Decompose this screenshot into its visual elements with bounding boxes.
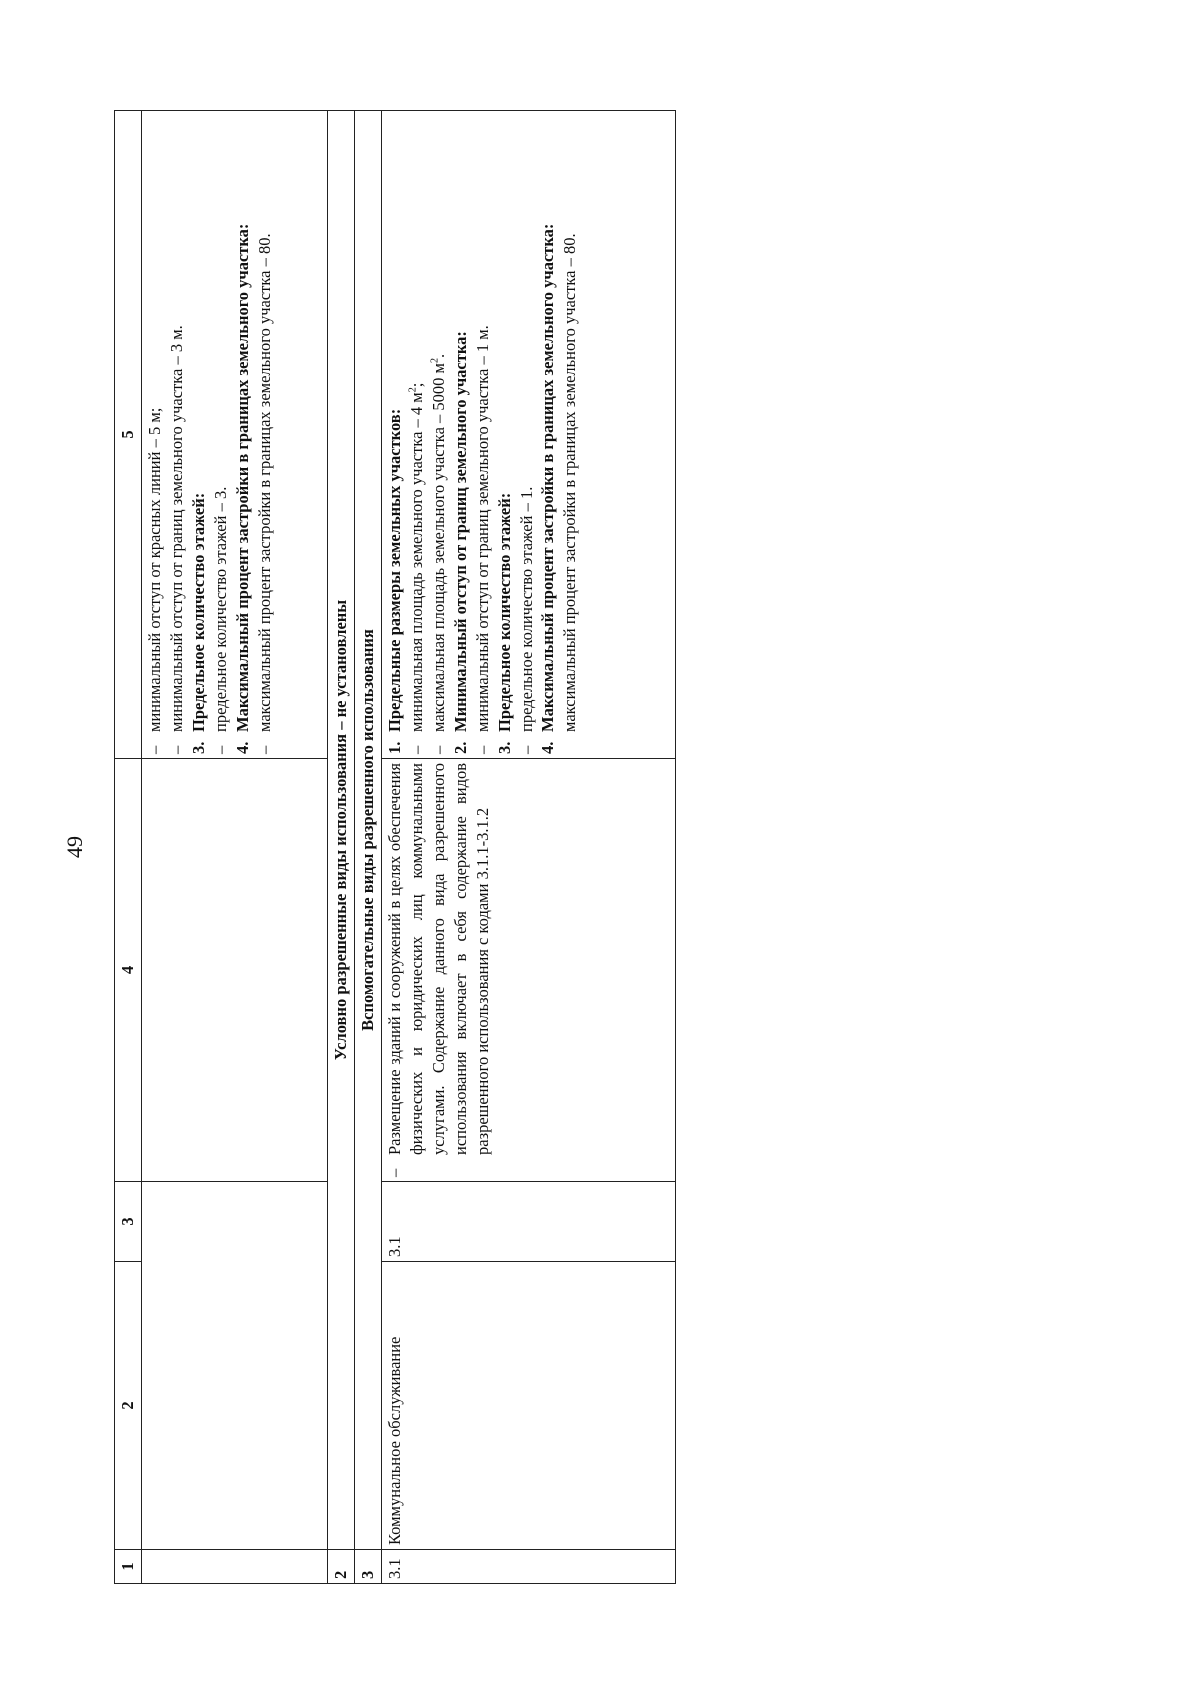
use-description: – Размещение зданий и сооружений в целях обеспечения физических и юридических лиц коммунальными услугами. Содержание данного вида разрешенного использования включает в себя содержание видов разрешенного использования с кодами 3.1.1-3.1.2 <box>381 759 675 1182</box>
use-name: Коммунальное обслуживание <box>381 1262 675 1550</box>
row-number: 3.1 <box>381 1550 675 1584</box>
rotated-table-container <box>114 111 676 1584</box>
list-item: – минимальный отступ от границ земельного участка – 3 м. <box>166 325 186 754</box>
list-heading: 2. Минимальный отступ от границ земельного участка: <box>450 331 470 754</box>
use-parameters <box>381 111 675 759</box>
list-heading: 4. Максимальный процент застройки в границах земельного участка: <box>538 223 558 754</box>
section-title: Условно разрешенные виды использования – не установлены <box>328 111 355 1550</box>
list-item: – минимальная площадь земельного участка – 4 $м^2$; <box>406 382 426 754</box>
list-item: – предельное количество этажей – 1. <box>516 486 536 754</box>
description-text: Размещение зданий и сооружений в целях обеспечения физических и юридических лиц коммунальными услугами. Содержание данного вида разрешенного использования включает в себя содержание видов разрешенного использования с кодами 3.1.1-3.1.2 <box>384 763 492 1155</box>
table-row <box>381 111 675 1584</box>
cont-cell-num <box>142 1550 328 1584</box>
col-header-5: 5 <box>115 111 142 759</box>
list-item: – максимальная площадь земельного участка – 5000 $м^2$. <box>428 353 448 754</box>
list-heading: 1. Предельные размеры земельных участков: <box>384 408 404 754</box>
col-header-2: 2 <box>115 1262 142 1550</box>
continuation-row <box>142 111 328 1584</box>
land-use-table <box>114 110 676 1584</box>
section-row <box>354 111 381 1584</box>
list-heading: 3. Предельное количество этажей: <box>494 492 514 754</box>
list-item: – максимальный процент застройки в границах земельного участка – 80. <box>254 233 274 754</box>
section-number: 3 <box>354 1550 381 1584</box>
cont-cell-name <box>142 1182 328 1550</box>
list-item: – предельное количество этажей – 3. <box>210 486 230 754</box>
header-row <box>115 111 142 1584</box>
cont-cell-params <box>142 111 328 759</box>
list-item: максимальный процент застройки в границах земельного участка – 80. <box>560 233 580 732</box>
list-item: – минимальный отступ от красных линий – 5 м; <box>145 407 164 754</box>
section-number: 2 <box>328 1550 355 1584</box>
section-row <box>328 111 355 1584</box>
page-number: 49 <box>62 836 87 858</box>
section-title: Вспомогательные виды разрешенного использования <box>354 111 381 1550</box>
cont-cell-desc <box>142 759 328 1182</box>
list-item: – минимальный отступ от границ земельного участка – 1 м. <box>472 325 492 754</box>
list-heading: 4. Максимальный процент застройки в границах земельного участка: <box>232 223 252 754</box>
col-header-1: 1 <box>115 1550 142 1584</box>
col-header-4: 4 <box>115 759 142 1182</box>
col-header-3: 3 <box>115 1182 142 1262</box>
use-code: 3.1 <box>381 1182 675 1262</box>
list-heading: 3. Предельное количество этажей: <box>188 492 208 754</box>
